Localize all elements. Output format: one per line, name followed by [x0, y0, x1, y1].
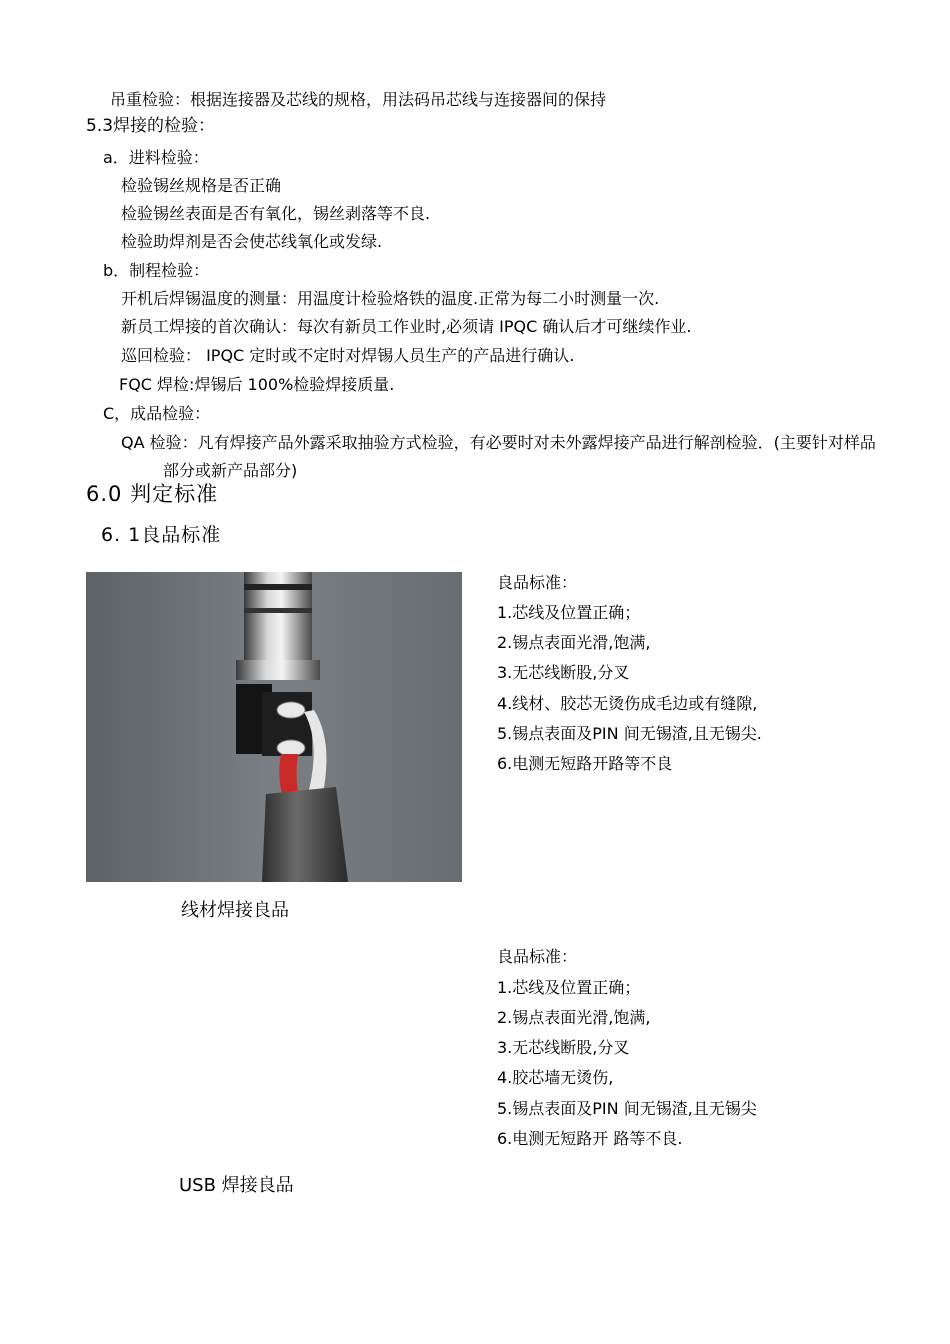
- criteria-item: 4.线材、胶芯无烫伤成毛边或有缝隙,: [497, 694, 758, 713]
- process-item: 巡回检验： IPQC 定时或不定时对焊锡人员生产的产品进行确认.: [121, 346, 575, 365]
- criteria-item: 5.锡点表面及PIN 间无锡渣,且无锡尖.: [497, 724, 762, 743]
- criteria-title: 良品标准：: [497, 947, 578, 966]
- criteria-item: 3.无芯线断股,分叉: [497, 663, 630, 682]
- final-item-line2: 部分或新产品部分): [163, 461, 298, 480]
- process-item: FQC 焊检:焊锡后 100%检验焊接质量.: [119, 375, 395, 394]
- final-item-line1: QA 检验：凡有焊接产品外露采取抽验方式检验，有必要时对未外露焊接产品进行解剖检验．(主要针对样品: [121, 433, 876, 452]
- section-5-3-heading: 5.3焊接的检验：: [86, 116, 216, 136]
- section-6-1-heading: 6. 1良品标准: [101, 524, 222, 546]
- criteria-item: 4.胶芯墙无烫伤,: [497, 1068, 614, 1087]
- process-inspection-label: b．制程检验：: [103, 261, 210, 280]
- incoming-inspection-label: a．进料检验：: [103, 148, 209, 167]
- incoming-item: 检验锡丝规格是否正确: [121, 176, 282, 195]
- process-item: 开机后焊锡温度的测量：用温度计检验烙铁的温度.正常为每二小时测量一次.: [121, 289, 660, 308]
- criteria-item: 2.锡点表面光滑,饱满,: [497, 1008, 651, 1027]
- final-inspection-label: C，成品检验：: [103, 404, 211, 423]
- incoming-item: 检验锡丝表面是否有氧化，锡丝剥落等不良.: [121, 204, 431, 223]
- criteria-item: 5.锡点表面及PIN 间无锡渣,且无锡尖: [497, 1099, 757, 1118]
- criteria-item: 3.无芯线断股,分叉: [497, 1038, 630, 1057]
- criteria-item: 2.锡点表面光滑,饱满,: [497, 633, 651, 652]
- criteria-item: 6.电测无短路开 路等不良.: [497, 1129, 683, 1148]
- process-item: 新员工焊接的首次确认：每次有新员工作业时,必须请 IPQC 确认后才可继续作业.: [121, 317, 692, 336]
- intro-line: 吊重检验：根据连接器及芯线的规格，用法码吊芯线与连接器间的保持: [110, 90, 607, 109]
- criteria-item: 1.芯线及位置正确；: [497, 978, 641, 997]
- criteria-title: 良品标准：: [497, 573, 578, 592]
- photo-caption-usb: USB 焊接良品: [179, 1175, 294, 1196]
- criteria-item: 6.电测无短路开路等不良: [497, 754, 673, 773]
- section-6-0-heading: 6.0 判定标准: [86, 482, 219, 506]
- criteria-item: 1.芯线及位置正确；: [497, 603, 641, 622]
- incoming-item: 检验助焊剂是否会使芯线氧化或发绿.: [121, 232, 383, 251]
- photo-caption-cable: 线材焊接良品: [181, 900, 289, 921]
- cable-solder-photo: [86, 572, 462, 882]
